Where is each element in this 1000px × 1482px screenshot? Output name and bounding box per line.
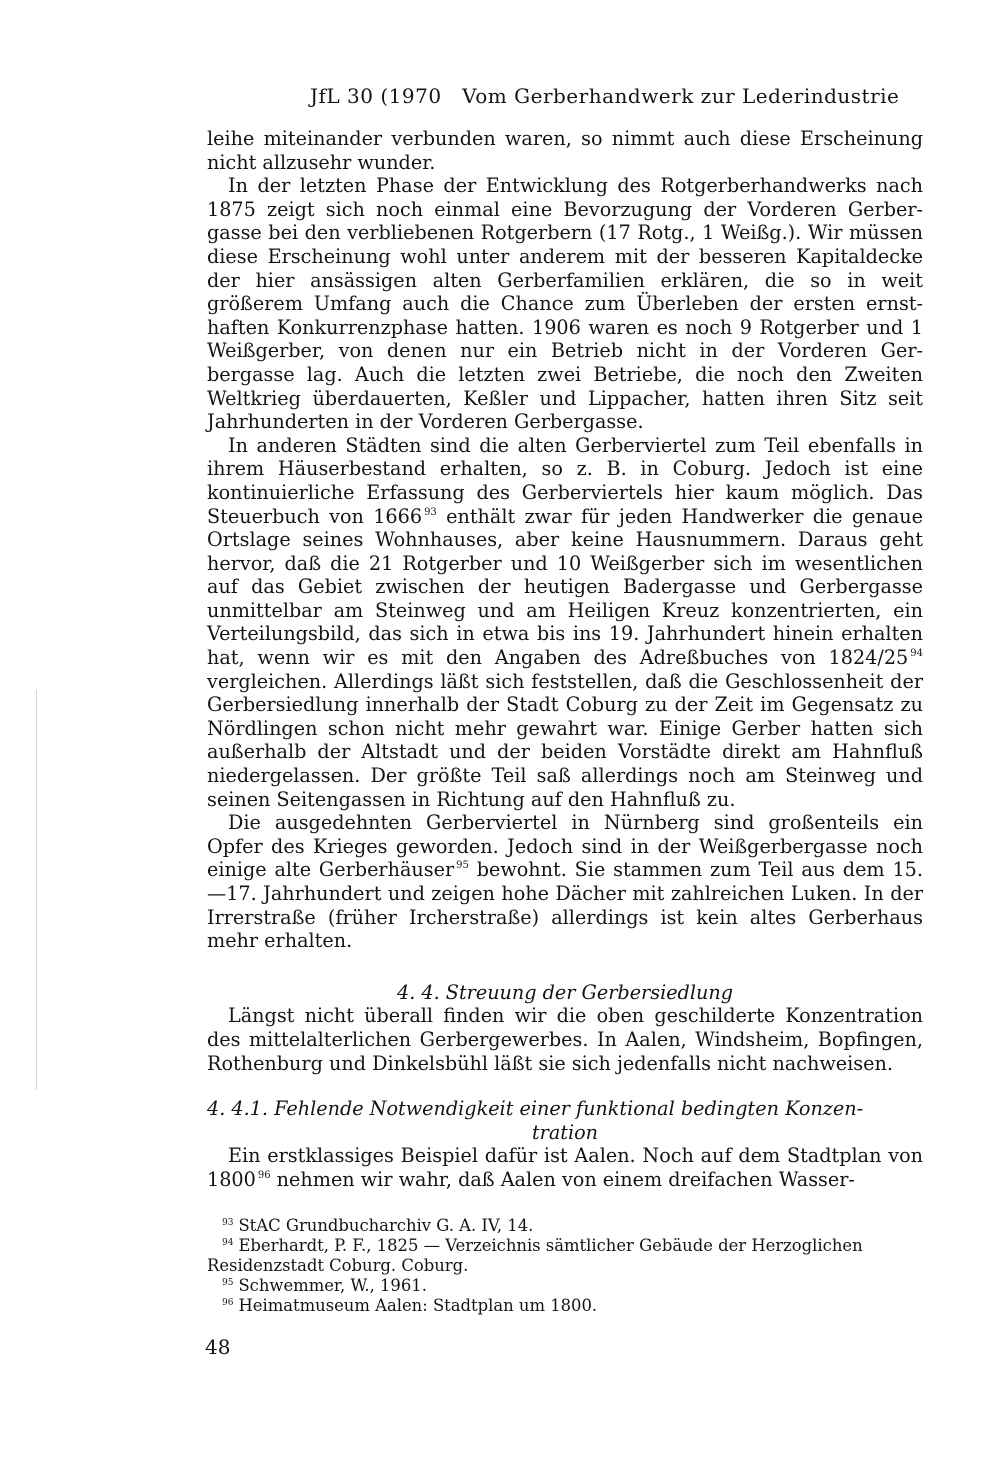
subsection-heading xyxy=(207,1097,923,1144)
journal-reference: JfL 30 (1970 xyxy=(310,84,442,108)
paragraph-text: Ein erstklassiges Beispiel dafür ist Aalen. Noch auf dem Stadtplan von 1800 xyxy=(207,1144,923,1191)
footnotes xyxy=(207,1216,923,1316)
subsection-heading-line: 4. 4.1. Fehlende Notwendigkeit einer funktional bedingten Konzen- xyxy=(207,1097,864,1121)
footnote-number: 94 xyxy=(222,1238,234,1248)
footnote-number: 96 xyxy=(222,1298,234,1308)
footnote-marker[interactable]: 94 xyxy=(910,648,923,660)
footnote-marker[interactable]: 93 xyxy=(424,506,437,518)
footnote-text: Schwemmer, W., 1961. xyxy=(238,1276,427,1295)
footnote-text: Eberhardt, P. F., 1825 — Verzeichnis sämtlicher Gebäude der Herzoglichen Residenzstadt Coburg. Coburg. xyxy=(207,1236,863,1275)
footnote-marker[interactable]: 95 xyxy=(456,860,469,872)
section-heading: 4. 4. Streuung der Gerbersiedlung xyxy=(397,980,733,1004)
paragraph: leihe miteinander verbunden waren, so nimmt auch diese Erscheinung nicht allzusehr wunder. xyxy=(207,127,923,174)
footnote xyxy=(207,1276,923,1296)
paragraph-text: In anderen Städten sind die alten Gerberviertel zum Teil ebenfalls in ihrem Häuserbestand erhalten, so z. B. in Coburg. Jedoch ist eine kontinuierliche Erfassung des Gerberviertels hier kaum möglich. Das Steuerbuch von 1666 xyxy=(207,433,923,528)
running-title: Vom Gerberhandwerk zur Lederindustrie xyxy=(462,84,900,108)
paragraph-text: Die ausgedehnten Gerberviertel in Nürnberg sind großenteils ein Opfer des Krieges geworden. Jedoch sind in der Weißgerbergasse noch einige alte Gerberhäuser xyxy=(207,811,923,882)
paragraph xyxy=(207,811,923,953)
paragraph xyxy=(207,434,923,812)
page-number: 48 xyxy=(205,1335,231,1359)
paragraph: Längst nicht überall finden wir die oben geschilderte Konzentration des mittelalterlichen Gerbergewerbes. In Aalen, Windsheim, Bopfingen, Rothenburg und Dinkelsbühl läßt sie sich jedenfalls nicht nachweisen. xyxy=(207,1004,923,1075)
main-text xyxy=(207,127,923,1192)
paragraph-text: bewohnt. Sie stammen zum Teil aus dem 15.—17. Jahrhundert und zeigen hohe Dächer mit zahlreichen Luken. In der Irrerstraße (früher Ircherstraße) allerdings ist kein altes Gerberhaus mehr erhalten. xyxy=(207,858,923,953)
footnote-text: StAC Grundbucharchiv G. A. IV, 14. xyxy=(238,1216,534,1235)
footnote-number: 95 xyxy=(222,1278,234,1288)
footnote-marker[interactable]: 96 xyxy=(257,1169,271,1181)
footnote xyxy=(207,1216,923,1236)
footnote xyxy=(207,1296,923,1316)
footnote-text: Heimatmuseum Aalen: Stadtplan um 1800. xyxy=(238,1296,598,1315)
paragraph-text: enthält zwar für jeden Handwerker die genaue Ortslage seines Wohnhauses, aber keine Hausnummern. Daraus geht hervor, daß die 21 Rotgerber und 10 Weißgerber sich im wesentlichen auf das Gebiet zwischen der heutigen Badergasse und Gerbergasse unmittelbar am Steinweg und am Heiligen Kreuz konzentrierten, ein Verteilungsbild, das sich in etwa bis ins 19. Jahrhundert hinein erhalten hat, wenn wir es mit den Angaben des Adreßbuches von 1824/25 xyxy=(207,504,923,670)
running-header xyxy=(310,84,899,108)
footnote-number: 93 xyxy=(222,1218,234,1228)
footnote xyxy=(207,1236,923,1276)
paragraph xyxy=(207,1144,923,1191)
paragraph: In der letzten Phase der Entwicklung des Rotgerberhandwerks nach 1875 zeigt sich noch einmal eine Bevorzugung der Vorderen Gerbergasse bei den verbliebenen Rotgerbern (17 Rotg., 1 Weißg.). Wir müssen diese Erscheinung wohl unter anderem mit der besseren Kapitaldecke der hier ansässigen alten Gerberfamilien erklären, die so in weit größerem Umfang auch die Chance zum Überleben der ersten ernsthaften Konkurrenzphase hatten. 1906 waren es noch 9 Rotgerber und 1 Weißgerber, von denen nur ein Betrieb nicht in der Vorderen Gerbergasse lag. Auch die letzten zwei Betriebe, die noch den Zweiten Weltkrieg überdauerten, Keßler und Lippacher, hatten ihren Sitz seit Jahrhunderten in der Vorderen Gerbergasse. xyxy=(207,174,923,434)
subsection-heading-line: tration xyxy=(531,1120,599,1144)
paragraph-text: vergleichen. Allerdings läßt sich feststellen, daß die Geschlossenheit der Gerbersiedlung innerhalb der Stadt Coburg zu der Zeit im Gegensatz zu Nördlingen schon nicht mehr gewahrt war. Einige Gerber hatten sich außerhalb der Altstadt und der beiden Vorstädte direkt am Hahnfluß niedergelassen. Der größte Teil saß allerdings noch am Steinweg und seinen Seitengassen in Richtung auf den Hahnfluß zu. xyxy=(207,669,923,811)
scan-margin-line xyxy=(36,690,37,1090)
paragraph-text: nehmen wir wahr, daß Aalen von einem dreifachen Wasser- xyxy=(270,1167,855,1191)
